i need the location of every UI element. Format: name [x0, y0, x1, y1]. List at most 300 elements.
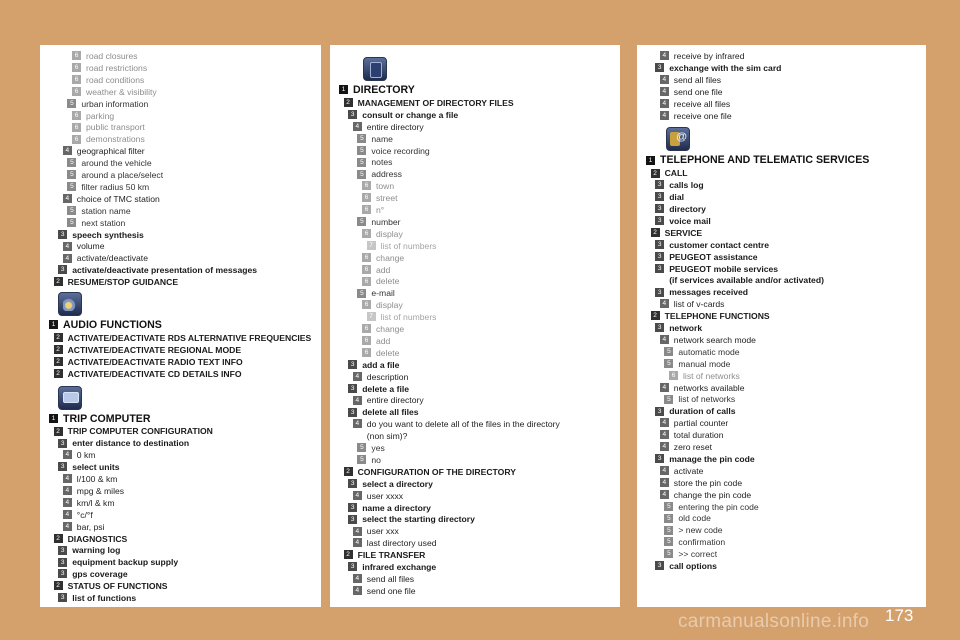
menu-item-label: call options: [669, 561, 717, 571]
menu-item-level2-diagnostics: [54, 533, 128, 545]
menu-item-label: display: [376, 228, 403, 239]
level-badge: 2: [651, 169, 660, 178]
level-badge: 3: [348, 110, 357, 119]
menu-item-level3-messages-received: [655, 286, 748, 298]
menu-item-label: select units: [72, 462, 120, 473]
level-badge: 4: [63, 450, 72, 459]
menu-item-level4-non-sim: [353, 430, 408, 442]
menu-item-level3-manage-the-pin-code: [655, 453, 754, 465]
level-badge: 4: [660, 111, 669, 120]
menu-item-level5-filter-radius-50-km: [67, 181, 149, 193]
level-badge: 6: [72, 123, 81, 132]
menu-column-middle: [330, 45, 620, 607]
menu-item-label: send all files: [673, 74, 722, 85]
level-badge: 3: [655, 454, 664, 463]
level-badge: 5: [664, 526, 673, 535]
menu-item-label: list of networks: [678, 394, 736, 405]
menu-item-level4-last-directory-used: [353, 537, 437, 549]
menu-item-label: e-mail: [371, 288, 395, 299]
level-badge: 5: [664, 359, 673, 368]
level-badge: 2: [54, 534, 63, 543]
menu-item-level5-e-mail: [357, 287, 394, 299]
menu-item-level6-delete: [362, 275, 399, 287]
menu-item-label: around the vehicle: [81, 158, 152, 169]
menu-item-level3-consult-or-change-a-file: [348, 109, 458, 121]
menu-item-label: list of numbers: [380, 240, 437, 251]
menu-item-level4-description: [353, 371, 409, 383]
level-badge: 6: [362, 253, 371, 262]
level-badge: 5: [664, 347, 673, 356]
menu-item-level3-call-options: [655, 560, 717, 572]
menu-item-label: entire directory: [366, 395, 424, 406]
level-badge: 4: [63, 194, 72, 203]
menu-item-label: no: [371, 454, 381, 465]
menu-item-label: store the pin code: [673, 477, 743, 488]
menu-item-label: RESUME/STOP GUIDANCE: [67, 277, 179, 288]
menu-item-level6-parking: [72, 110, 114, 122]
menu-item-level5-confirmation: [664, 536, 725, 548]
level-badge: 3: [655, 264, 664, 273]
menu-item-label: urban information: [81, 98, 149, 109]
level-badge: 5: [357, 289, 366, 298]
menu-item-label: select the starting directory: [362, 514, 475, 525]
level-badge: 6: [362, 181, 371, 190]
menu-item-level5-new-code: [664, 524, 722, 536]
menu-item-level4-change-the-pin-code: [660, 489, 751, 501]
menu-item-level4-mpg-miles: [63, 485, 124, 497]
level-badge: 7: [367, 312, 376, 321]
level-badge: 3: [348, 384, 357, 393]
menu-item-label: enter distance to destination: [72, 438, 190, 449]
menu-item-level4-send-one-file: [660, 86, 723, 98]
menu-item-level5-around-the-vehicle: [67, 157, 151, 169]
menu-item-label: receive one file: [673, 110, 732, 121]
menu-item-label: street: [376, 193, 398, 204]
menu-item-level5-notes: [357, 156, 392, 168]
menu-item-level3-enter-distance-to-destination: [58, 437, 189, 449]
menu-item-level5-number: [357, 216, 400, 228]
menu-item-level4-receive-by-infrared: [660, 50, 745, 62]
trip-computer-icon: [58, 386, 82, 410]
menu-item-label: messages received: [669, 287, 749, 298]
level-badge: 3: [58, 569, 67, 578]
menu-item-label: activate: [673, 465, 704, 476]
menu-item-level2-activate-deactivate-rds-alternative-freq: [54, 332, 312, 344]
menu-item-level6-add: [362, 335, 390, 347]
level-badge: 3: [655, 561, 664, 570]
menu-item-level6-street: [362, 192, 398, 204]
menu-item-level4-send-all-files: [660, 74, 721, 86]
menu-item-label: mpg & miles: [76, 485, 125, 496]
trip-computer-icon-glyph: [63, 392, 79, 403]
menu-item-level1-audio-functions: [49, 318, 162, 332]
level-badge: 5: [664, 549, 673, 558]
menu-item-level4-entire-directory: [353, 394, 424, 406]
level-badge: 5: [357, 146, 366, 155]
menu-item-level6-town: [362, 180, 394, 192]
level-badge: 6: [72, 75, 81, 84]
level-badge: 5: [67, 206, 76, 215]
menu-item-label: last directory used: [366, 538, 437, 549]
level-badge: 3: [655, 192, 664, 201]
menu-item-level3-voice-mail: [655, 215, 711, 227]
menu-item-level3-exchange-with-the-sim-card: [655, 62, 781, 74]
menu-item-level7-list-of-numbers: [367, 311, 437, 323]
menu-item-label: PEUGEOT mobile services: [669, 263, 779, 274]
menu-item-label: zero reset: [673, 442, 713, 452]
menu-item-label: user xxx: [366, 526, 399, 537]
menu-item-level4-c-f: [63, 509, 93, 521]
menu-item-label: geographical filter: [76, 146, 145, 157]
level-badge: 4: [63, 474, 72, 483]
menu-item-label: receive all files: [673, 98, 731, 109]
menu-column-right: [637, 45, 926, 607]
level-badge: 5: [67, 170, 76, 179]
menu-item-level6-display: [362, 299, 403, 311]
menu-item-label: confirmation: [678, 537, 726, 548]
menu-item-level3-select-the-starting-directory: [348, 513, 475, 525]
menu-item-label: do you want to delete all of the files in the directory: [366, 419, 560, 430]
menu-item-level4-receive-one-file: [660, 110, 732, 122]
menu-item-label: public transport: [86, 122, 145, 133]
menu-item-level1-trip-computer: [49, 412, 151, 426]
menu-item-label: receive by infrared: [673, 51, 745, 61]
menu-item-level3-if-services-available-and-or-activated: [655, 274, 824, 286]
menu-item-level4-bar-psi: [63, 521, 105, 533]
menu-item-level5-list-of-networks: [664, 393, 735, 405]
level-badge: 5: [357, 443, 366, 452]
level-badge: 3: [58, 593, 67, 602]
menu-item-label: list of numbers: [380, 312, 437, 323]
menu-item-level3-duration-of-calls: [655, 405, 735, 417]
level-badge: 1: [49, 414, 58, 423]
menu-item-level2-telephone-functions: [651, 310, 770, 322]
menu-item-label: calls log: [669, 180, 704, 191]
level-badge: 5: [67, 158, 76, 167]
menu-item-label: change the pin code: [673, 489, 752, 500]
menu-item-level4-store-the-pin-code: [660, 477, 742, 489]
menu-item-label: (non sim)?: [366, 431, 408, 442]
menu-item-level5-around-a-place-select: [67, 169, 163, 181]
watermark-text: carmanualsonline.info: [678, 611, 870, 632]
menu-item-label: list of functions: [72, 593, 137, 603]
level-badge: 3: [348, 562, 357, 571]
menu-item-label: user xxxx: [366, 490, 404, 501]
menu-item-level5-automatic-mode: [664, 346, 739, 358]
menu-item-label: send one file: [673, 86, 723, 97]
menu-item-level3-warning-log: [58, 544, 120, 556]
menu-item-label: infrared exchange: [362, 562, 437, 572]
menu-item-level4-km-l-km: [63, 497, 115, 509]
menu-item-level6-public-transport: [72, 121, 145, 133]
menu-item-level6-road-closures: [72, 50, 138, 62]
level-badge: 7: [367, 241, 376, 250]
menu-item-level4-activate: [660, 465, 704, 477]
menu-item-label: manage the pin code: [669, 453, 755, 464]
menu-item-level4-user-xxxx: [353, 490, 403, 502]
menu-item-label: add: [376, 335, 391, 346]
level-badge: 2: [54, 427, 63, 436]
level-badge: 4: [63, 146, 72, 155]
menu-item-level2-management-of-directory-files: [344, 97, 514, 109]
menu-item-level4-choice-of-tmc-station: [63, 193, 160, 205]
level-badge: 4: [353, 372, 362, 381]
menu-item-label: road closures: [86, 51, 138, 61]
level-badge: 3: [655, 288, 664, 297]
audio-cd-icon: [58, 292, 82, 316]
menu-item-level4-send-one-file: [353, 585, 416, 597]
menu-item-label: change: [376, 252, 405, 263]
level-badge: 4: [353, 122, 362, 131]
menu-item-label: activate/deactivate: [76, 253, 148, 264]
at-sign-icon: @: [676, 131, 687, 144]
menu-item-level6-n: [362, 204, 384, 216]
level-badge: 6: [362, 265, 371, 274]
menu-item-label: TELEPHONE AND TELEMATIC SERVICES: [660, 154, 870, 167]
menu-item-label: km/l & km: [76, 497, 115, 508]
menu-item-label: weather & visibility: [86, 86, 157, 97]
level-badge: 2: [54, 333, 63, 342]
level-badge: 1: [646, 156, 655, 165]
menu-item-level5-station-name: [67, 205, 130, 217]
menu-item-label: CALL: [664, 168, 688, 179]
menu-item-label: MANAGEMENT OF DIRECTORY FILES: [357, 97, 514, 108]
level-badge: 3: [58, 230, 67, 239]
level-badge: 2: [54, 345, 63, 354]
menu-item-label: road conditions: [86, 74, 145, 85]
menu-item-level6-change: [362, 252, 404, 264]
menu-item-label: n°: [376, 205, 385, 215]
menu-item-label: parking: [86, 110, 115, 121]
menu-item-label: °c/°f: [76, 509, 93, 520]
menu-item-level5-no: [357, 454, 381, 466]
menu-item-label: entire directory: [366, 121, 424, 132]
level-badge: 5: [357, 158, 366, 167]
menu-item-label: delete all files: [362, 407, 419, 418]
level-badge: 2: [344, 98, 353, 107]
menu-item-level2-service: [651, 227, 703, 239]
level-badge: 4: [660, 383, 669, 392]
menu-item-level4-entire-directory: [353, 121, 424, 133]
menu-item-level2-file-transfer: [344, 549, 426, 561]
level-badge: 3: [655, 216, 664, 225]
level-badge: 2: [54, 357, 63, 366]
menu-item-level2-activate-deactivate-cd-details-info: [54, 368, 242, 380]
menu-item-level4-list-of-v-cards: [660, 298, 725, 310]
level-badge: 3: [58, 558, 67, 567]
menu-item-label: send one file: [366, 585, 416, 596]
menu-item-label: AUDIO FUNCTIONS: [63, 319, 162, 331]
level-badge: 2: [651, 228, 660, 237]
level-badge: 3: [655, 407, 664, 416]
menu-item-level3-equipment-backup-supply: [58, 556, 178, 568]
menu-item-label: automatic mode: [678, 346, 740, 357]
level-badge: 4: [353, 586, 362, 595]
level-badge: 4: [63, 498, 72, 507]
menu-item-level5-name: [357, 133, 393, 145]
level-badge: 6: [362, 229, 371, 238]
menu-item-level6-display: [362, 228, 403, 240]
menu-column-left: [40, 45, 321, 607]
page-number: 173: [885, 606, 914, 625]
menu-item-level3-calls-log: [655, 179, 703, 191]
level-badge: 4: [660, 418, 669, 427]
menu-item-label: entering the pin code: [678, 501, 759, 512]
level-badge: 4: [353, 491, 362, 500]
menu-item-level4-receive-all-files: [660, 98, 730, 110]
menu-item-label: change: [376, 324, 405, 334]
level-badge: 3: [58, 462, 67, 471]
menu-item-label: customer contact centre: [669, 239, 770, 250]
menu-item-level3-customer-contact-centre: [655, 239, 769, 251]
menu-item-level3-network: [655, 322, 702, 334]
level-badge: 4: [63, 254, 72, 263]
menu-item-label: delete a file: [362, 383, 409, 394]
level-badge: 4: [63, 242, 72, 251]
level-badge: 6: [362, 277, 371, 286]
menu-item-level3-peugeot-mobile-services: [655, 263, 778, 275]
level-badge: 1: [339, 85, 348, 94]
menu-item-label: l/100 & km: [76, 474, 118, 484]
level-badge: 2: [344, 467, 353, 476]
menu-item-label: network: [669, 323, 703, 333]
menu-item-label: dial: [669, 192, 684, 203]
level-badge: 3: [58, 265, 67, 274]
level-badge: 3: [348, 503, 357, 512]
menu-item-label: send all files: [366, 573, 415, 584]
level-badge: 2: [344, 550, 353, 559]
level-badge: 4: [63, 522, 72, 531]
menu-item-level4-l-100-km: [63, 473, 118, 485]
menu-item-level4-network-search-mode: [660, 334, 756, 346]
menu-item-level6-change: [362, 323, 404, 335]
menu-item-label: manual mode: [678, 358, 731, 369]
menu-item-level2-status-of-functions: [54, 580, 168, 592]
menu-item-level3-list-of-functions: [58, 592, 136, 604]
level-badge: 4: [63, 486, 72, 495]
level-badge: 2: [54, 369, 63, 378]
menu-item-label: activate/deactivate presentation of messages: [72, 265, 258, 276]
level-badge: 3: [655, 323, 664, 332]
menu-item-label: display: [376, 300, 403, 311]
menu-item-level5-voice-recording: [357, 145, 429, 157]
level-badge: 2: [54, 581, 63, 590]
menu-item-label: choice of TMC station: [76, 193, 160, 204]
level-badge: 4: [660, 430, 669, 439]
level-badge: 6: [72, 111, 81, 120]
menu-item-level6-add: [362, 264, 390, 276]
menu-item-label: > new code: [678, 525, 723, 536]
level-badge: 3: [348, 479, 357, 488]
menu-item-label: STATUS OF FUNCTIONS: [67, 581, 168, 592]
menu-item-level5-urban-information: [67, 98, 148, 110]
level-badge: 4: [353, 574, 362, 583]
menu-item-label: >> correct: [678, 549, 718, 560]
menu-item-label: description: [366, 371, 409, 382]
menu-item-label: number: [371, 216, 401, 227]
level-badge: 5: [67, 218, 76, 227]
menu-item-label: delete: [376, 347, 400, 358]
menu-item-label: name a directory: [362, 502, 431, 513]
menu-item-level5-next-station: [67, 217, 125, 229]
telephone-icon: [666, 127, 690, 151]
level-badge: 4: [660, 442, 669, 451]
menu-item-label: voice recording: [371, 145, 430, 156]
menu-item-level2-configuration-of-the-directory: [344, 466, 516, 478]
menu-item-level3-name-a-directory: [348, 502, 431, 514]
menu-item-label: SERVICE: [664, 227, 703, 238]
menu-item-label: ACTIVATE/DEACTIVATE RDS ALTERNATIVE FREQUENCIES: [67, 332, 312, 343]
menu-item-label: filter radius 50 km: [81, 181, 150, 192]
menu-item-label: volume: [76, 241, 105, 252]
level-badge: 6: [362, 193, 371, 202]
level-badge: 4: [660, 490, 669, 499]
menu-item-level6-road-restrictions: [72, 62, 147, 74]
level-badge: 5: [357, 217, 366, 226]
menu-item-label: TRIP COMPUTER CONFIGURATION: [67, 426, 213, 437]
directory-icon-glyph: [370, 62, 382, 78]
menu-item-label: duration of calls: [669, 406, 736, 417]
menu-item-label: 0 km: [76, 450, 96, 461]
menu-item-label: add: [376, 264, 391, 275]
menu-item-level4-geographical-filter: [63, 145, 145, 157]
level-badge: 4: [660, 299, 669, 308]
level-badge: 6: [669, 371, 678, 380]
menu-item-level3-dial: [655, 191, 684, 203]
level-badge: 5: [67, 99, 76, 108]
menu-item-label: networks available: [673, 382, 745, 393]
menu-item-level3-infrared-exchange: [348, 561, 436, 573]
menu-item-label: (if services available and/or activated): [669, 275, 824, 286]
menu-item-level3-gps-coverage: [58, 568, 127, 580]
menu-item-label: demonstrations: [86, 134, 145, 145]
menu-item-level5-correct: [664, 548, 717, 560]
menu-item-level4-networks-available: [660, 382, 745, 394]
level-badge: 3: [58, 439, 67, 448]
level-badge: 5: [664, 537, 673, 546]
level-badge: 3: [655, 204, 664, 213]
level-badge: 3: [348, 515, 357, 524]
menu-item-level5-entering-the-pin-code: [664, 501, 758, 513]
level-badge: 3: [655, 252, 664, 261]
level-badge: 5: [357, 455, 366, 464]
menu-item-level5-address: [357, 168, 402, 180]
menu-item-label: delete: [376, 276, 400, 287]
menu-item-label: bar, psi: [76, 521, 105, 532]
level-badge: 3: [655, 180, 664, 189]
menu-item-level4-do-you-want-to-delete-all-of-the-files-i: [353, 418, 560, 430]
level-badge: 6: [362, 336, 371, 345]
menu-item-level4-zero-reset: [660, 441, 712, 453]
level-badge: 5: [357, 134, 366, 143]
level-badge: 4: [353, 396, 362, 405]
level-badge: 6: [72, 135, 81, 144]
menu-item-level7-list-of-numbers: [367, 240, 437, 252]
menu-item-level4-user-xxx: [353, 525, 399, 537]
menu-item-level3-directory: [655, 203, 706, 215]
menu-item-level1-directory: [339, 83, 415, 97]
menu-item-label: DIAGNOSTICS: [67, 533, 128, 544]
menu-item-label: road restrictions: [86, 62, 148, 73]
level-badge: 6: [362, 205, 371, 214]
menu-item-label: exchange with the sim card: [669, 62, 782, 73]
menu-item-label: list of v-cards: [673, 299, 725, 310]
menu-item-label: address: [371, 169, 402, 180]
menu-item-level2-activate-deactivate-regional-mode: [54, 344, 241, 356]
level-badge: 5: [664, 514, 673, 523]
menu-item-level3-delete-a-file: [348, 383, 409, 395]
level-badge: 4: [660, 75, 669, 84]
